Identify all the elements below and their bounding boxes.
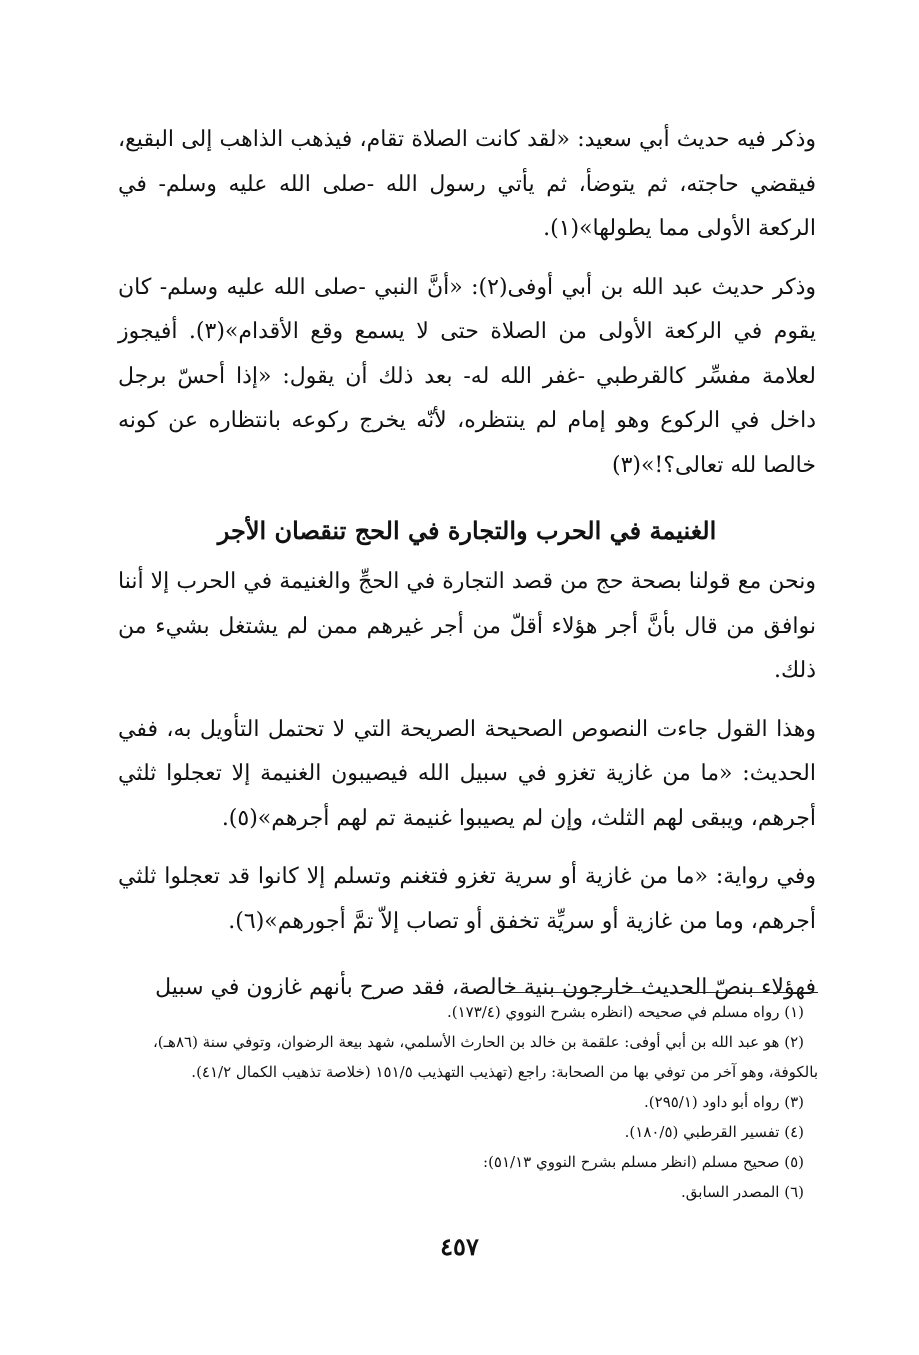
paragraph-another-narration: وفي رواية: «ما من غازية أو سرية تغزو فتغنم وتسلم إلا كانوا قد تعجلوا ثلثي أجرهم، وما من غازية أو سريِّة تخفق أو تصاب إلاّ تمَّ أجورهم»(٦). [118, 864, 816, 934]
footnote-1: (١) رواه مسلم في صحيحه (انظره بشرح النووي (١٧٣/٤). [446, 1003, 804, 1021]
paragraph-ibn-abi-awfa-hadith: وذكر حديث عبد الله بن أبي أوفى(٢): «أنَّ النبي -صلى الله عليه وسلم- كان يقوم في الركعة الأولى من الصلاة حتى لا يسمع وقع الأقدام»(٣). أفيجوز لعلامة مفسِّر كالقرطبي -غفر الله له- بعد ذلك أن يقول: «إذا أحسّ برجل داخل في الركوع وهو إمام لم ينتظره، لأنّه يخرج ركوعه بانتظاره عن كونه خالصا لله تعالى؟!»(٣) [118, 274, 817, 478]
paragraph-ghaziya-hadith: وهذا القول جاءت النصوص الصحيحة الصريحة التي لا تحتمل التأويل به، ففي الحديث: «ما من غازية تغزو في سبيل الله فيصيبون الغنيمة إلا تعجلوا ثلثي أجرهم، ويبقى لهم الثلث، وإن لم يصيبوا غنيمة تم لهم أجرهم»(٥). [118, 716, 816, 831]
section-heading: الغنيمة في الحرب والتجارة في الحج تنقصان الأجر [217, 516, 717, 545]
paragraph-conclusion: فهؤلاء بنصّ الحديث خارجون بنية خالصة، فقد صرح بأنهم غازون في سبيل [155, 975, 816, 1000]
footnote-3: (٣) رواه أبو داود (٢٩٥/١). [644, 1093, 804, 1111]
main-text [118, 118, 816, 1011]
footnote-6: (٦) المصدر السابق. [681, 1183, 804, 1201]
footnote-2-continued: بالكوفة، وهو آخر من توفي بها من الصحابة: راجع (تهذيب التهذيب ١٥١/٥ (خلاصة تذهيب الكمال ٤١/٢). [191, 1063, 818, 1081]
paragraph-trade-and-spoils: ونحن مع قولنا بصحة حج من قصد التجارة في الحجِّ والغنيمة في الحرب إلا أننا نوافق من قال بأنَّ أجر هؤلاء أقلّ من أجر غيرهم ممن لم يشتغل بشيء من ذلك. [118, 569, 816, 683]
footnote-divider [500, 992, 818, 993]
footnote-4: (٤) تفسير القرطبي (١٨٠/٥). [624, 1123, 804, 1141]
paragraph-abi-said-hadith: وذكر فيه حديث أبي سعيد: «لقد كانت الصلاة تقام، فيذهب الذاهب إلى البقيع، فيقضي حاجته، ثم يتوضأ، ثم يأتي رسول الله -صلى الله عليه وسلم- في الركعة الأولى مما يطولها»(١). [118, 127, 816, 241]
footnotes [118, 997, 818, 1207]
footnote-2: (٢) هو عبد الله بن أبي أوفى: علقمة بن خالد بن الحارث الأسلمي، شهد بيعة الرضوان، وتوفي سنة (٨٦هـ)، [152, 1033, 804, 1051]
page-number: ٤٥٧ [440, 1232, 479, 1261]
footnote-5: (٥) صحيح مسلم (انظر مسلم بشرح النووي ٥١/١٣): [483, 1153, 804, 1171]
